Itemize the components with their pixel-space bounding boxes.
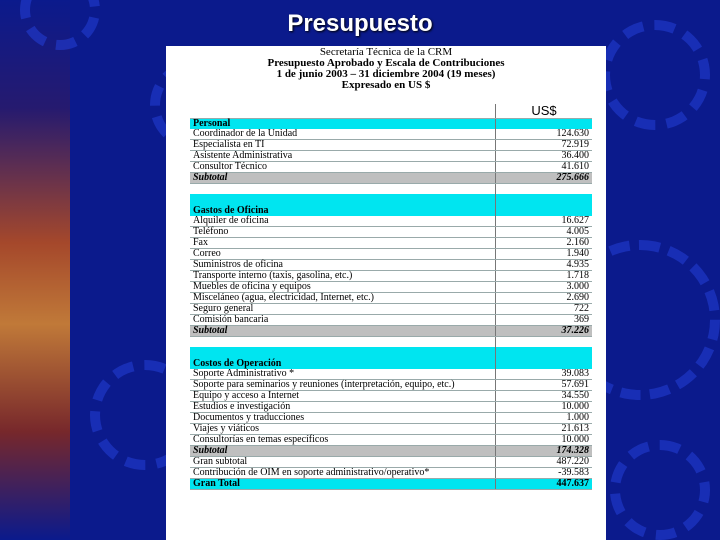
decorative-side-strip — [0, 0, 70, 540]
table-row: Comisión bancaria 369 — [190, 315, 592, 326]
table-row: Documentos y traducciones 1.000 — [190, 413, 592, 424]
table-row: Consultorías en temas específicos 10.000 — [190, 435, 592, 446]
header-line-2: Presupuesto Aprobado y Escala de Contribuciones — [267, 57, 505, 69]
table-row: Coordinador de la Unidad 124.630 — [190, 129, 592, 140]
header-line-3: 1 de junio 2003 – 31 diciembre 2004 (19 meses) — [276, 68, 496, 80]
gear-icon — [610, 440, 710, 540]
table-row: Correo 1.940 — [190, 249, 592, 260]
contribucion-row: Contribución de OIM en soporte administrativo/operativo* -39.583 — [190, 468, 592, 479]
subtotal-row: Subtotal 275.666 — [190, 173, 592, 184]
table-row: Fax 2.160 — [190, 238, 592, 249]
table-row: Especialista en TI 72.919 — [190, 140, 592, 151]
table-row: Transporte interno (taxis, gasolina, etc.) 1.718 — [190, 271, 592, 282]
header-line-4: Expresado en US $ — [341, 79, 431, 91]
table-row: Estudios e investigación 10.000 — [190, 402, 592, 413]
table-row: Alquiler de oficina 16.627 — [190, 216, 592, 227]
section-title: Personal — [190, 119, 496, 130]
table-row: Seguro general 722 — [190, 304, 592, 315]
gran-subtotal-row: Gran subtotal 487.220 — [190, 457, 592, 468]
gran-total-row: Gran Total 447.637 — [190, 479, 592, 490]
table-row: Suministros de oficina 4.935 — [190, 260, 592, 271]
subtotal-row: Subtotal 37.226 — [190, 326, 592, 337]
section-title: Costos de Operación — [190, 359, 496, 369]
budget-document — [166, 46, 606, 540]
table-row: Soporte para seminarios y reuniones (interpretación, equipo, etc.) 57.691 — [190, 380, 592, 391]
table-row: Muebles de oficina y equipos 3.000 — [190, 282, 592, 293]
table-row: Consultor Técnico 41.610 — [190, 162, 592, 173]
subtotal-row: Subtotal 174.328 — [190, 446, 592, 457]
document-header — [166, 46, 606, 91]
table-row: Soporte Administrativo * 39.083 — [190, 369, 592, 380]
header-blank-cell — [190, 104, 496, 119]
slide-title: Presupuesto — [287, 10, 433, 37]
table-header-row — [190, 104, 592, 119]
table-row: Asistente Administrativa 36.400 — [190, 151, 592, 162]
table-row: Equipo y acceso a Internet 34.550 — [190, 391, 592, 402]
budget-table — [190, 104, 592, 490]
table-row: Misceláneo (agua, electricidad, Internet, etc.) 2.690 — [190, 293, 592, 304]
section-title: Gastos de Oficina — [190, 206, 496, 216]
currency-header: US$ — [496, 104, 593, 119]
header-line-1: Secretaría Técnica de la CRM — [319, 46, 453, 58]
table-row: Teléfono 4.005 — [190, 227, 592, 238]
table-row: Viajes y viáticos 21.613 — [190, 424, 592, 435]
